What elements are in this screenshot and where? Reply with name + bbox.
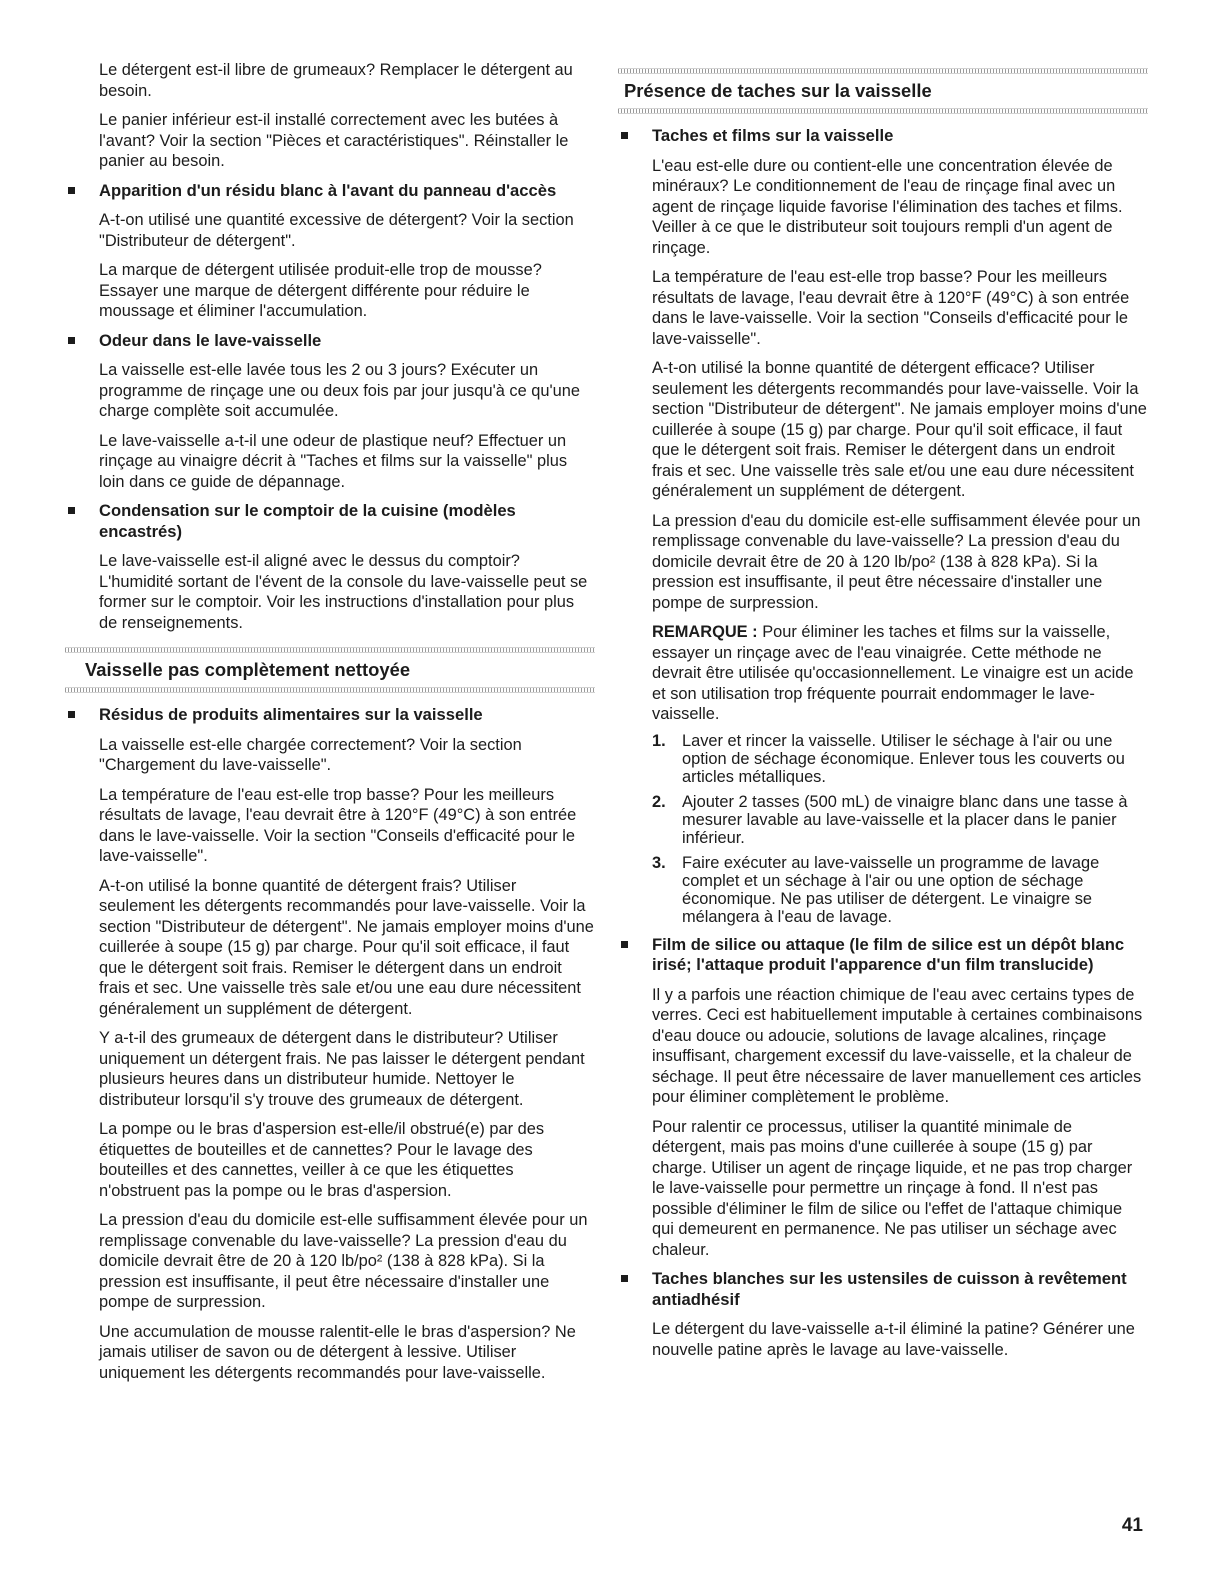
paragraph: La pompe ou le bras d'aspersion est-elle/il obstrué(e) par des étiquettes de bouteilles et de cannettes? Pour le lavage des bouteilles et des cannettes, veiller à ce que les étiquettes n'obstruent pas la pompe ou le bras d'aspersion. bbox=[99, 1120, 545, 1200]
square-bullet-icon bbox=[68, 337, 75, 344]
paragraph: Une accumulation de mousse ralentit-elle le bras d'aspersion? Ne jamais utiliser de savon ou de détergent à lessive. Utiliser uniquement les détergents recommandés pour lave-vaisselle. bbox=[99, 1322, 576, 1382]
paragraph: Pour ralentir ce processus, utiliser la quantité minimale de détergent, mais pas moins d'une cuillerée à soupe (15 g) par charge. Utiliser un agent de rinçage liquide, et ne pas trop charger le lave-vaisselle pour permettre un rinçage à fond. Il n'est pas possible d'éliminer le film de silice ou l'effet de l'attaque chimique qui demeurent en permanence. Ne pas utiliser un séchage avec chaleur. bbox=[652, 1117, 1133, 1259]
paragraph: La température de l'eau est-elle trop basse? Pour les meilleurs résultats de lavage, l'eau devrait être à 120°F (49°C) à son entrée dans le lave-vaisselle. Voir la section "Conseils d'efficacité pour le lave-vaisselle". bbox=[652, 268, 1130, 348]
section-header bbox=[65, 647, 595, 693]
left-column bbox=[65, 60, 595, 1383]
paragraph: La température de l'eau est-elle trop basse? Pour les meilleurs résultats de lavage, l'eau devrait être à 120°F (49°C) à son entrée dans le lave-vaisselle. Voir la section "Conseils d'efficacité pour le lave-vaisselle". bbox=[99, 785, 577, 865]
steps-list bbox=[618, 732, 1148, 926]
paragraph: Le panier inférieur est-il installé correctement avec les butées à l'avant? Voir la section "Pièces et caractéristiques". Réinstaller le panier au besoin. bbox=[99, 111, 569, 170]
paragraph: La pression d'eau du domicile est-elle suffisamment élevée pour un remplissage convenable du lave-vaisselle? La pression d'eau du domicile devrait être de 20 à 120 lb/po² (138 à 828 kPa). Si la pression est insuffisante, il peut être nécessaire d'installer une pompe de surpression. bbox=[99, 1211, 588, 1311]
square-bullet-icon bbox=[621, 1275, 628, 1282]
dotted-rule bbox=[65, 687, 595, 693]
bullet-heading: Résidus de produits alimentaires sur la vaisselle bbox=[65, 705, 595, 726]
paragraph: Le détergent est-il libre de grumeaux? Remplacer le détergent au besoin. bbox=[99, 61, 573, 100]
paragraph: Le lave-vaisselle est-il aligné avec le dessus du comptoir? L'humidité sortant de l'évent de la console du lave-vaisselle peut se former sur le comptoir. Voir les instructions d'installation pour plus de renseignements. bbox=[99, 552, 588, 632]
paragraph: A-t-on utilisé une quantité excessive de détergent? Voir la section "Distributeur de détergent". bbox=[99, 211, 574, 250]
right-column bbox=[618, 68, 1148, 1360]
paragraph: Le détergent du lave-vaisselle a-t-il éliminé la patine? Générer une nouvelle patine après le lavage au lave-vaisselle. bbox=[652, 1320, 1135, 1359]
paragraph: La pression d'eau du domicile est-elle suffisamment élevée pour un remplissage convenable du lave-vaisselle? La pression d'eau du domicile devrait être de 20 à 120 lb/po² (138 à 828 kPa). Si la pression est insuffisante, il peut être nécessaire d'installer une pompe de surpression. bbox=[652, 511, 1141, 612]
paragraph: Il y a parfois une réaction chimique de l'eau avec certains types de verres. Ceci est habituellement imputable à certaines combinaisons d'eau douce ou adoucie, solutions de lavage alcalines, rinçage insuffisant, chargement excessif du lave-vaisselle, et la chaleur de séchage. Il peut être nécessaire de laver manuellement ces articles pour éliminer complètement le problème. bbox=[652, 985, 1143, 1106]
bullet-heading: Taches blanches sur les ustensiles de cuisson à revêtement antiadhésif bbox=[618, 1269, 1148, 1310]
section-header bbox=[618, 68, 1148, 114]
paragraph: A-t-on utilisé la bonne quantité de détergent frais? Utiliser seulement les détergents recommandés pour lave-vaisselle. Voir la section "Distributeur de détergent". Ne jamais employer moins d'une cuillerée à soupe (15 g) par charge. Pour qu'il soit efficace, il faut que le détergent soit frais. Remiser le détergent dans un endroit frais et sec. Une vaisselle très sale et/ou une eau dure nécessitent généralement un supplément de détergent. bbox=[99, 876, 594, 1018]
square-bullet-icon bbox=[68, 187, 75, 194]
square-bullet-icon bbox=[68, 507, 75, 514]
paragraph: A-t-on utilisé la bonne quantité de détergent efficace? Utiliser seulement les détergents recommandés pour lave-vaisselle. Voir la section "Distributeur de détergent". Ne jamais employer moins d'une cuillerée à soupe (15 g) par charge. Pour qu'il soit efficace, il faut que le détergent soit frais. Remiser le détergent dans un endroit frais et sec. Une vaisselle très sale et/ou une eau dure nécessitent généralement un supplément de détergent. bbox=[652, 359, 1147, 500]
section-title: Vaisselle pas complètement nettoyée bbox=[85, 659, 411, 680]
square-bullet-icon bbox=[68, 711, 75, 718]
bullet-heading: Odeur dans le lave-vaisselle bbox=[65, 331, 595, 352]
square-bullet-icon bbox=[621, 132, 628, 139]
bullet-heading: Condensation sur le comptoir de la cuisine (modèles encastrés) bbox=[65, 501, 595, 542]
list-item: 1. Laver et rincer la vaisselle. Utiliser le séchage à l'air ou une option de séchage économique. Enlever tous les couverts ou articles métalliques. bbox=[652, 731, 1125, 786]
paragraph: Y a-t-il des grumeaux de détergent dans le distributeur? Utiliser uniquement un détergent frais. Ne pas laisser le détergent pendant plusieurs heures dans un distributeur humide. Nettoyer le distributeur lorsqu'il s'y trouve des grumeaux de détergent. bbox=[99, 1029, 585, 1109]
bullet-heading: Film de silice ou attaque (le film de silice est un dépôt blanc irisé; l'attaque produit l'apparence d'un film translucide) bbox=[618, 935, 1148, 976]
note-label: REMARQUE : bbox=[652, 623, 758, 641]
paragraph: L'eau est-elle dure ou contient-elle une concentration élevée de minéraux? Le conditionnement de l'eau de rinçage final avec un agent de rinçage liquide favorise l'élimination des taches et films. Veiller à ce que le distributeur soit toujours rempli d'un agent de rinçage. bbox=[652, 156, 1123, 257]
bullet-heading: Apparition d'un résidu blanc à l'avant du panneau d'accès bbox=[65, 181, 595, 202]
note-text: Pour éliminer les taches et films sur la vaisselle, essayer un rinçage avec de l'eau vinaigrée. Cette méthode ne devrait être utilisée qu'occasionnellement. Le vinaigre est un acide et son utilisation trop fréquente pourrait endommager le lave-vaisselle. bbox=[652, 623, 1134, 723]
dotted-rule bbox=[618, 108, 1148, 114]
page-number: 41 bbox=[1121, 1515, 1143, 1536]
paragraph: La marque de détergent utilisée produit-elle trop de mousse? Essayer une marque de détergent différente pour réduire le moussage et éliminer l'accumulation. bbox=[99, 261, 542, 320]
paragraph: La vaisselle est-elle lavée tous les 2 ou 3 jours? Exécuter un programme de rinçage une ou deux fois par jour jusqu'à ce qu'une charge complète soit accumulée. bbox=[99, 361, 580, 420]
paragraph: Le lave-vaisselle a-t-il une odeur de plastique neuf? Effectuer un rinçage au vinaigre décrit à "Taches et films sur la vaisselle" plus loin dans ce guide de dépannage. bbox=[99, 431, 568, 491]
list-item: 2. Ajouter 2 tasses (500 mL) de vinaigre blanc dans une tasse à mesurer lavable au lave-vaisselle et la placer dans le panier inférieur. bbox=[652, 792, 1128, 847]
note bbox=[618, 622, 1148, 725]
paragraph: La vaisselle est-elle chargée correctement? Voir la section "Chargement du lave-vaisselle". bbox=[99, 735, 522, 774]
list-item: 3. Faire exécuter au lave-vaisselle un programme de lavage complet et un séchage à l'air ou une option de séchage économique. Ne pas utiliser de détergent. Le vinaigre se mélangera à l'eau de lavage. bbox=[652, 853, 1100, 926]
bullet-heading: Taches et films sur la vaisselle bbox=[618, 126, 1148, 147]
square-bullet-icon bbox=[621, 941, 628, 948]
section-title: Présence de taches sur la vaisselle bbox=[624, 80, 932, 101]
